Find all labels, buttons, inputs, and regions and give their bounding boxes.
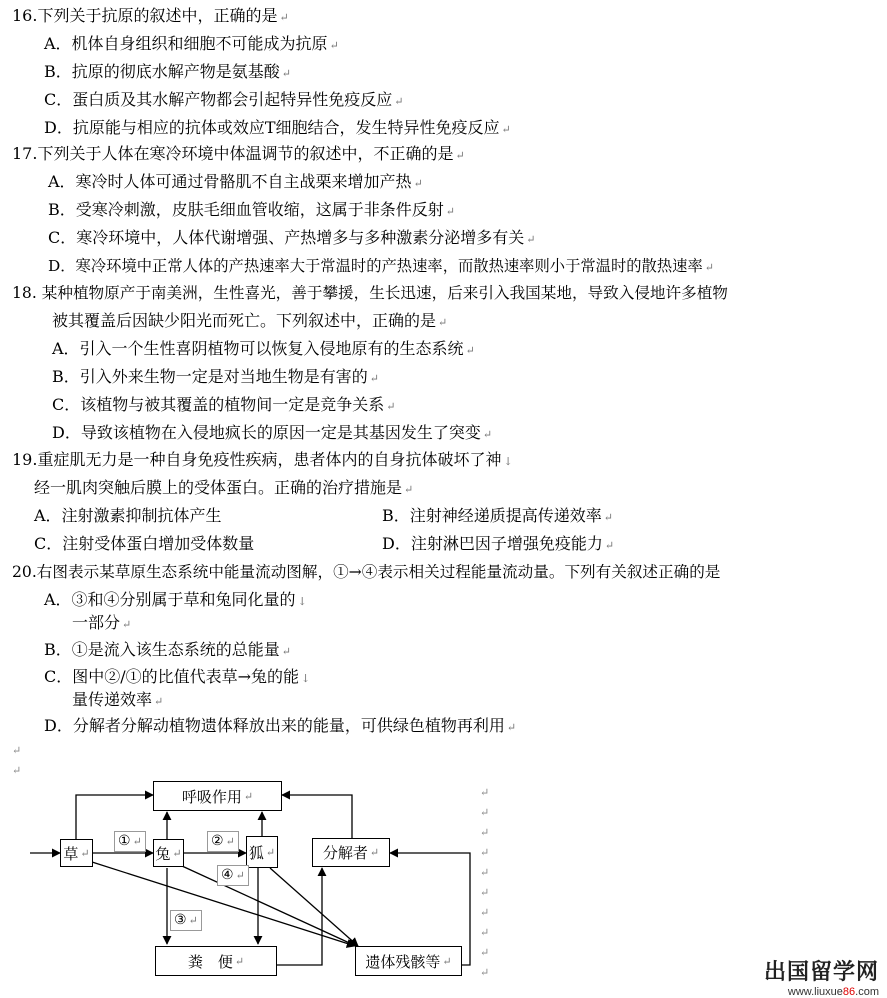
rabbit-box: 兔 ↵: [153, 839, 184, 867]
q20-option-c-line2: 量传递效率 ↵: [72, 690, 164, 709]
paragraph-mark: ↵: [480, 906, 490, 919]
q19-stem-line2: 经一肌肉突触后膜上的受体蛋白。正确的治疗措施是 ↵: [34, 478, 414, 497]
q17-option-d: D．寒冷环境中正常人体的产热速率大于常温时的产热速率，而散热速率则小于常温时的散热速率 ↵: [48, 257, 714, 275]
paragraph-mark: ↵: [480, 966, 490, 979]
q20-option-b: B．①是流入该生态系统的总能量 ↵: [44, 640, 291, 659]
fox-box: 狐 ↵: [246, 836, 278, 868]
q17-option-b: B．受寒冷刺激，皮肤毛细血管收缩，这属于非条件反射 ↵: [48, 200, 455, 219]
fox-remains-arrow: [270, 868, 358, 946]
q17-stem: 17.下列关于人体在寒冷环境中体温调节的叙述中，不正确的是 ↵: [12, 144, 465, 163]
paragraph-mark: ↵: [480, 926, 490, 939]
paragraph-mark: ↵: [480, 806, 490, 819]
paragraph-mark: ↵: [480, 886, 490, 899]
q20-stem: 20.右图表示某草原生态系统中能量流动图解，①→④表示相关过程能量流动量。下列有关叙述正确的是: [12, 563, 721, 581]
q16-option-c: C．蛋白质及其水解产物都会引起特异性免疫反应 ↵: [44, 90, 404, 109]
q20-option-c-line1: C．图中②/①的比值代表草→兔的能 ↓: [44, 667, 311, 686]
decomposer-box: 分解者 ↵: [312, 838, 390, 867]
watermark-title: 出国留学网: [763, 960, 879, 985]
rabbit-remains-arrow: [182, 866, 356, 946]
q18-option-d: D．导致该植物在入侵地疯长的原因一定是其基因发生了突变 ↵: [52, 423, 493, 442]
feces-box: 粪 便 ↵: [155, 946, 277, 976]
q18-option-b: B．引入外来生物一定是对当地生物是有害的 ↵: [52, 367, 379, 386]
q17-option-a: A．寒冷时人体可通过骨骼肌不自主战栗来增加产热 ↵: [48, 172, 423, 191]
site-watermark: [764, 955, 879, 998]
q16-stem: 16.下列关于抗原的叙述中，正确的是 ↵: [12, 6, 289, 25]
q20-option-d: D．分解者分解动植物遗体释放出来的能量，可供绿色植物再利用 ↵: [44, 716, 517, 735]
paragraph-mark: ↵: [480, 846, 490, 859]
q18-stem-line1: 18. 某种植物原产于南美洲，生性喜光，善于攀援，生长迅速，后来引入我国某地，导致入侵地许多植物: [12, 284, 728, 302]
q19-option-d: D．注射淋巴因子增强免疫能力 ↵: [382, 534, 615, 553]
decomposer-respiration-arrow: [282, 795, 352, 838]
q18-stem-line2: 被其覆盖后因缺少阳光而死亡。下列叙述中，正确的是 ↵: [52, 311, 448, 330]
remains-box: 遗体残骸等 ↵: [355, 946, 462, 976]
flow-label-4: ④ ↵: [217, 865, 249, 886]
flow-label-2: ② ↵: [207, 831, 239, 852]
q16-option-a: A．机体自身组织和细胞不可能成为抗原 ↵: [44, 34, 339, 53]
q16-option-b: B．抗原的彻底水解产物是氨基酸 ↵: [44, 62, 291, 81]
q17-option-c: C．寒冷环境中，人体代谢增强、产热增多与多种激素分泌增多有关 ↵: [48, 228, 536, 247]
q16-option-d: D．抗原能与相应的抗体或效应T细胞结合，发生特异性免疫反应 ↵: [44, 118, 511, 137]
q19-option-a: A．注射激素抑制抗体产生: [34, 506, 222, 525]
flow-label-1: ① ↵: [114, 831, 146, 852]
q19-option-c: C．注射受体蛋白增加受体数量: [34, 534, 255, 553]
flow-label-3: ③ ↵: [170, 910, 202, 931]
q20-option-a-line1: A．③和④分别属于草和兔同化量的 ↓: [44, 590, 307, 609]
q18-option-c: C．该植物与被其覆盖的植物间一定是竞争关系 ↵: [52, 395, 396, 414]
paragraph-mark: ↵: [12, 744, 22, 757]
q19-stem-line1: 19.重症肌无力是一种自身免疫性疾病，患者体内的自身抗体破坏了神 ↓: [12, 450, 513, 469]
feces-decomposer-arrow: [277, 868, 322, 965]
respiration-box: 呼吸作用 ↵: [153, 781, 282, 811]
paragraph-mark: ↵: [480, 866, 490, 879]
q18-option-a: A．引入一个生性喜阴植物可以恢复入侵地原有的生态系统 ↵: [52, 339, 475, 358]
paragraph-mark: ↵: [480, 786, 490, 799]
q19-option-b: B．注射神经递质提高传递效率 ↵: [382, 506, 613, 525]
paragraph-mark: ↵: [480, 826, 490, 839]
paragraph-mark: ↵: [480, 946, 490, 959]
q20-option-a-line2: 一部分 ↵: [72, 613, 132, 632]
grass-box: 草 ↵: [60, 839, 93, 867]
paragraph-mark: ↵: [12, 764, 22, 777]
watermark-url: www.liuxue86.com: [787, 986, 879, 998]
